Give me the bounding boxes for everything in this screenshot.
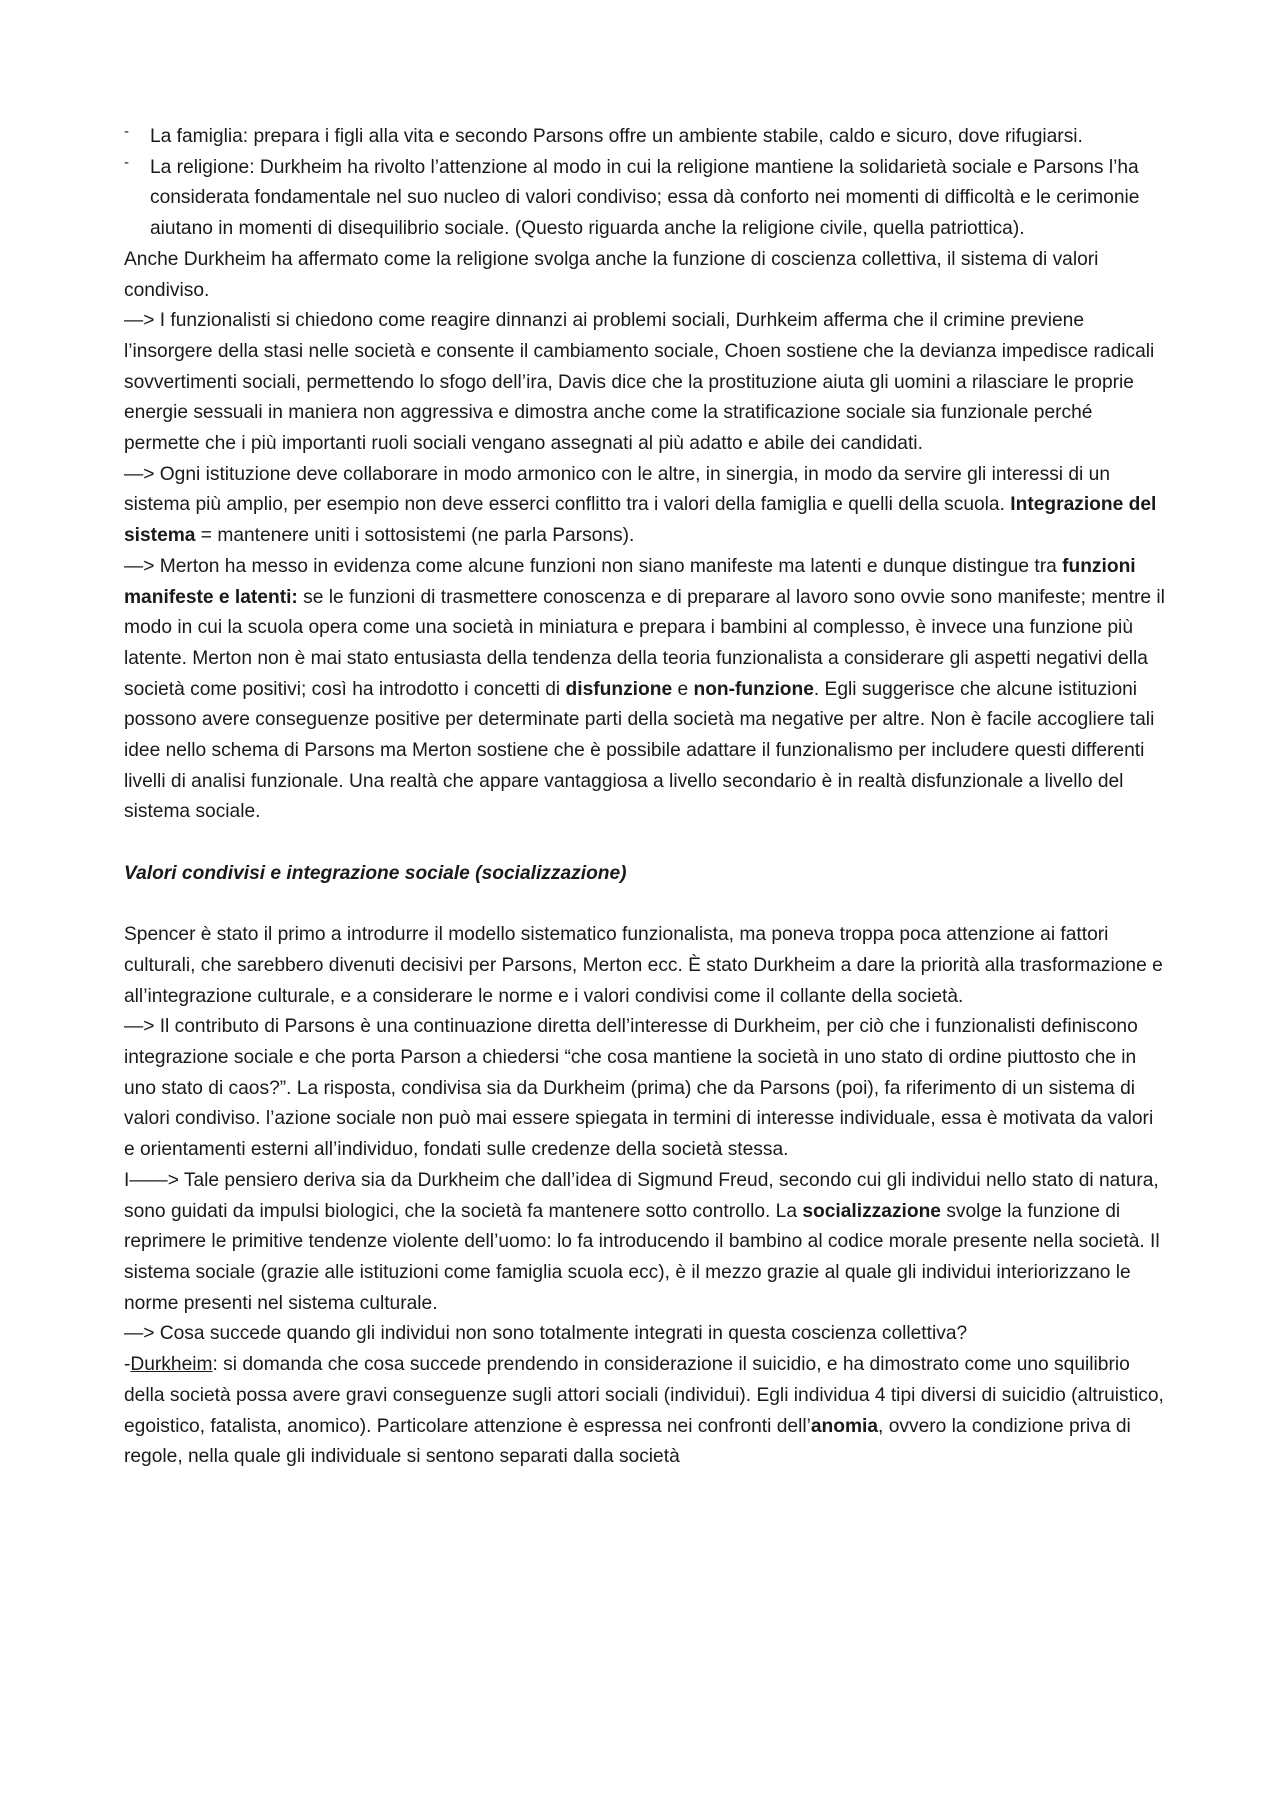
bold-term-funzioni: funzioni manifeste e latenti: xyxy=(124,555,1136,608)
bold-term-socializzazione: socializzazione xyxy=(802,1200,941,1222)
text-run: - xyxy=(124,1354,131,1376)
paragraph-parsons: —> Il contributo di Parsons è una continuazione diretta dell’interesse di Durkheim, per ciò che i funzionalisti definiscono integrazione sociale e che porta Parson a chiedersi “che cosa mantiene la società in uno stato di ordine piuttosto che in uno stato di caos?”. La risposta, condivisa sia da Durkheim (prima) che da Parsons (poi), fa riferimento di un sistema di valori condiviso. l’azione sociale non può mai essere spiegata in termini di interesse individuale, essa è motivata da valori e orientamenti esterni all’individuo, fondati sulle credenze della società stessa. xyxy=(124,1016,1154,1161)
paragraph-freud xyxy=(124,1166,1169,1320)
list-marker: - xyxy=(124,153,129,171)
text-run: se le funzioni di trasmettere conoscenza e di preparare al lavoro sono ovvie sono manifeste; mentre il modo in cui la scuola opera come una società in miniatura e prepara i bambini al complesso, è invece una funzione più latente. Merton non è mai stato entusiasta della tendenza della teoria funzionalista a considerare gli aspetti negativi della società come positivi; così ha introdotto i concetti di xyxy=(124,586,1165,700)
text-run: e xyxy=(672,678,694,700)
list-marker: - xyxy=(124,123,129,140)
paragraph-spencer: Spencer è stato il primo a introdurre il modello sistematico funzionalista, ma poneva troppa poca attenzione ai fattori culturali, che sarebbero divenuti decisivi per Parsons, Merton ecc. È stato Durkheim a dare la priorità alla trasformazione e all’integrazione culturale, e a considerare le norme e i valori condivisi come il collante della società. xyxy=(124,924,1163,1007)
text-run: = mantenere uniti i sottosistemi (ne parla Parsons). xyxy=(195,525,635,547)
text-run: . Egli suggerisce che alcune istituzioni possono avere conseguenze positive per determinate parti della società ma negative per altre. Non è facile accogliere tali idee nello schema di Parsons ma Merton sostiene che è possibile adattare il funzionalismo per includere questi differenti livelli di analisi funzionale. Una realtà che appare vantaggiosa a livello secondario è in realtà disfunzionale a livello del sistema sociale. xyxy=(124,678,1155,823)
paragraph-merton xyxy=(124,552,1169,828)
paragraph-question: —> Cosa succede quando gli individui non sono totalmente integrati in questa coscienza collettiva? xyxy=(124,1323,968,1345)
paragraph-durkheim-suicidio xyxy=(124,1350,1169,1473)
bold-term-non-funzione: non-funzione xyxy=(693,678,814,700)
paragraph-integrazione-sistema xyxy=(124,460,1169,552)
text-run: I——> Tale pensiero deriva sia da Durkheim che dall’idea di Sigmund Freud, secondo cui gli individui nello stato di natura, sono guidati da impulsi biologici, che la società fa mantenere sotto controllo. La xyxy=(124,1169,1159,1222)
underlined-term-durkheim: Durkheim xyxy=(130,1354,213,1376)
list-item-famiglia xyxy=(124,122,1169,153)
document-page xyxy=(124,122,1169,1473)
bold-term-disfunzione: disfunzione xyxy=(565,678,673,700)
bold-term-integrazione: Integrazione del sistema xyxy=(124,494,1157,547)
text-run: —> Ogni istituzione deve collaborare in modo armonico con le altre, in sinergia, in modo da servire gli interessi di un sistema più amplio, per esempio non deve esserci conflitto tra i valori della famiglia e quelli della scuola. xyxy=(124,463,1110,516)
paragraph-problemi-sociali: —> I funzionalisti si chiedono come reagire dinnanzi ai problemi sociali, Durhkeim afferma che il crimine previene l’insorgere della stasi nelle società e consente il cambiamento sociale, Choen sostiene che la devianza impedisce radicali sovvertimenti sociali, permettendo lo sfogo dell’ira, Davis dice che la prostituzione aiuta gli uomini a rilasciare le proprie energie sessuali in maniera non aggressiva e dimostra anche come la stratificazione sociale sia funzionale perché permette che i più importanti ruoli sociali vengano assegnati al più adatto e abile dei candidati. xyxy=(124,310,1155,455)
text-run: : si domanda che cosa succede prendendo in considerazione il suicidio, e ha dimostrato come uno squilibrio della società possa avere gravi conseguenze sugli attori sociali (individui). Egli individua 4 tipi diversi di suicidio (altruistico, egoistico, fatalista, anomico). Particolare attenzione è espressa nei confronti dell’ xyxy=(124,1354,1164,1437)
paragraph-coscienza-collettiva: Anche Durkheim ha affermato come la religione svolga anche la funzione di coscienza collettiva, il sistema di valori condiviso. xyxy=(124,248,1099,301)
text-run: —> Merton ha messo in evidenza come alcune funzioni non siano manifeste ma latenti e dunque distingue tra xyxy=(124,555,1063,577)
text-run: svolge la funzione di reprimere le primitive tendenze violente dell’uomo: lo fa introducendo il bambino al codice morale presente nella società. Il sistema sociale (grazie alle istituzioni come famiglia scuola ecc), è il mezzo grazie al quale gli individui interiorizzano le norme presenti nel sistema culturale. xyxy=(124,1200,1160,1314)
list-item-religione xyxy=(124,153,1169,245)
bold-term-anomia: anomia xyxy=(810,1415,879,1437)
list-item-text: La famiglia: prepara i figli alla vita e secondo Parsons offre un ambiente stabile, caldo e sicuro, dove rifugiarsi. xyxy=(150,126,1083,147)
list-item-text: La religione: Durkheim ha rivolto l’attenzione al modo in cui la religione mantiene la solidarietà sociale e Parsons l’ha considerata fondamentale nel suo nucleo di valori condiviso; essa dà conforto nei momenti di difficoltà e le cerimonie aiutano in momenti di disequilibrio sociale. (Questo riguarda anche la religione civile, quella patriottica). xyxy=(150,156,1140,240)
text-run: , ovvero la condizione priva di regole, nella quale gli individuale si sentono separati dalla società xyxy=(124,1415,1131,1468)
section-heading: Valori condivisi e integrazione sociale (socializzazione) xyxy=(124,862,627,884)
